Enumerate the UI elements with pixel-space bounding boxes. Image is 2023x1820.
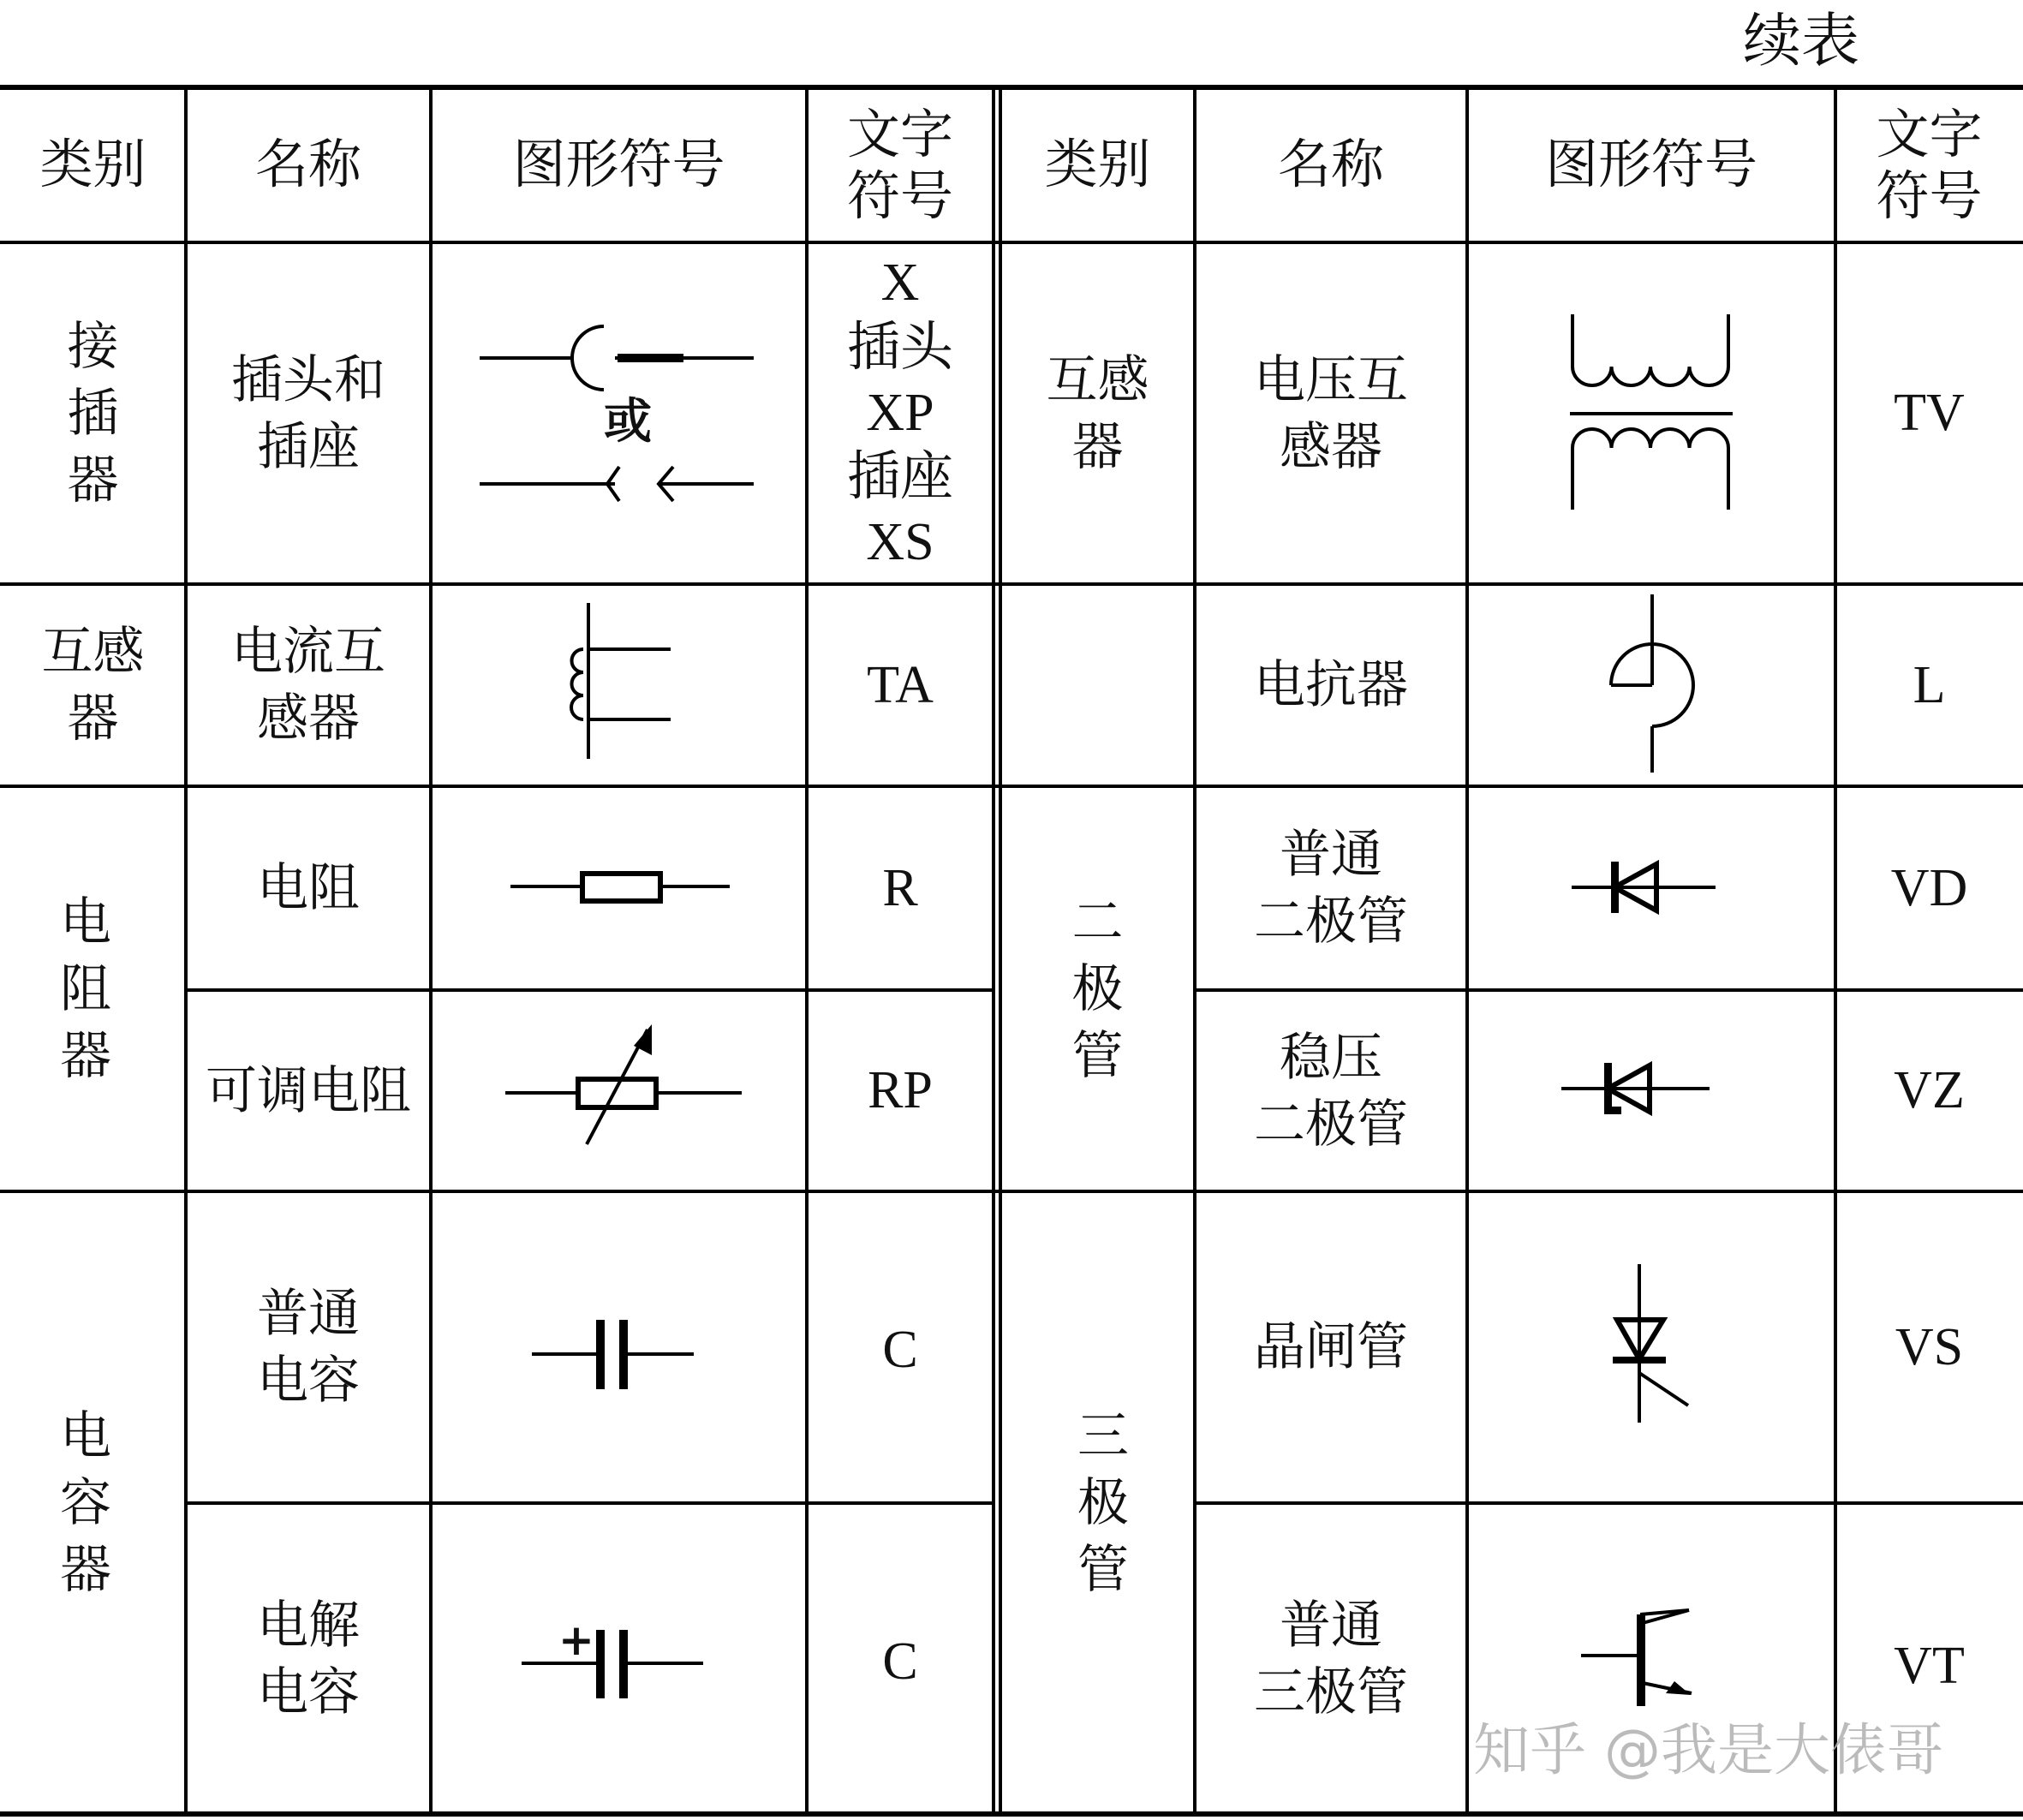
- capacitor-symbol: [431, 1191, 807, 1503]
- category-capacitor: 电 容 器: [60, 1405, 111, 1600]
- table-continued-caption: 续表: [1743, 8, 1860, 75]
- category-resistor: 电 阻 器: [60, 892, 111, 1086]
- variable-resistor-symbol: [431, 990, 807, 1191]
- code-zener-diode: VZ: [1894, 1061, 1965, 1120]
- zener-diode-symbol: [1467, 990, 1835, 1191]
- watermark: 知乎 @我是大俵哥: [1473, 1717, 1943, 1783]
- header-category-right: 类别: [1044, 133, 1151, 196]
- code-variable-resistor: RP: [868, 1061, 933, 1120]
- plug-socket-or-label: 或: [604, 392, 652, 450]
- code-reactor: L: [1913, 655, 1946, 714]
- name-zener-diode: 稳压 二极管: [1254, 1027, 1408, 1155]
- thyristor-symbol: [1467, 1191, 1835, 1503]
- name-diode: 普通 二极管: [1254, 825, 1408, 952]
- category-diode: 二 极 管: [1071, 892, 1124, 1086]
- name-variable-resistor: 可调电阻: [206, 1060, 411, 1121]
- category-triode: 三 极 管: [1077, 1405, 1129, 1600]
- category-transformer-left: 互感 器: [41, 622, 145, 749]
- reactor-symbol: [1467, 584, 1835, 786]
- name-voltage-transformer: 电压互 感器: [1254, 349, 1408, 477]
- current-transformer-symbol: [431, 584, 807, 786]
- diode-symbol: [1467, 786, 1835, 990]
- code-thyristor: VS: [1895, 1317, 1964, 1376]
- voltage-transformer-symbol: [1467, 242, 1835, 584]
- header-name-right: 名称: [1277, 133, 1384, 196]
- name-resistor: 电阻: [257, 858, 360, 918]
- code-capacitor: C: [882, 1321, 918, 1379]
- name-capacitor: 普通 电容: [257, 1284, 360, 1411]
- name-current-transformer: 电流互 感器: [231, 622, 385, 749]
- name-thyristor: 晶闸管: [1254, 1317, 1408, 1377]
- name-transistor: 普通 三极管: [1254, 1595, 1408, 1722]
- code-electrolytic-capacitor: C: [882, 1632, 918, 1691]
- code-transistor: VT: [1894, 1637, 1965, 1695]
- category-connector: 接 插 器: [67, 316, 119, 510]
- resistor-symbol: [431, 786, 807, 990]
- header-code-right: 文字 符号: [1876, 103, 1983, 227]
- electrolytic-capacitor-symbol: [431, 1503, 807, 1814]
- code-resistor: R: [882, 858, 918, 917]
- category-transformer-right: 互感 器: [1046, 349, 1149, 477]
- name-plug-and-socket: 插头和 插座: [231, 349, 385, 477]
- header-code-left: 文字 符号: [846, 103, 953, 227]
- header-category-left: 类别: [39, 133, 146, 196]
- code-current-transformer: TA: [867, 655, 934, 714]
- name-reactor: 电抗器: [1254, 655, 1408, 715]
- name-electrolytic-capacitor: 电解 电容: [257, 1595, 360, 1722]
- code-voltage-transformer: TV: [1894, 384, 1965, 443]
- electrolytic-plus-label: +: [558, 1614, 594, 1665]
- header-symbol-right: 图形符号: [1544, 133, 1757, 196]
- header-name-left: 名称: [254, 133, 361, 196]
- code-diode: VD: [1890, 858, 1968, 917]
- code-plug-and-socket: X 插头 XP 插座 XS: [846, 254, 953, 571]
- header-symbol-left: 图形符号: [512, 133, 725, 196]
